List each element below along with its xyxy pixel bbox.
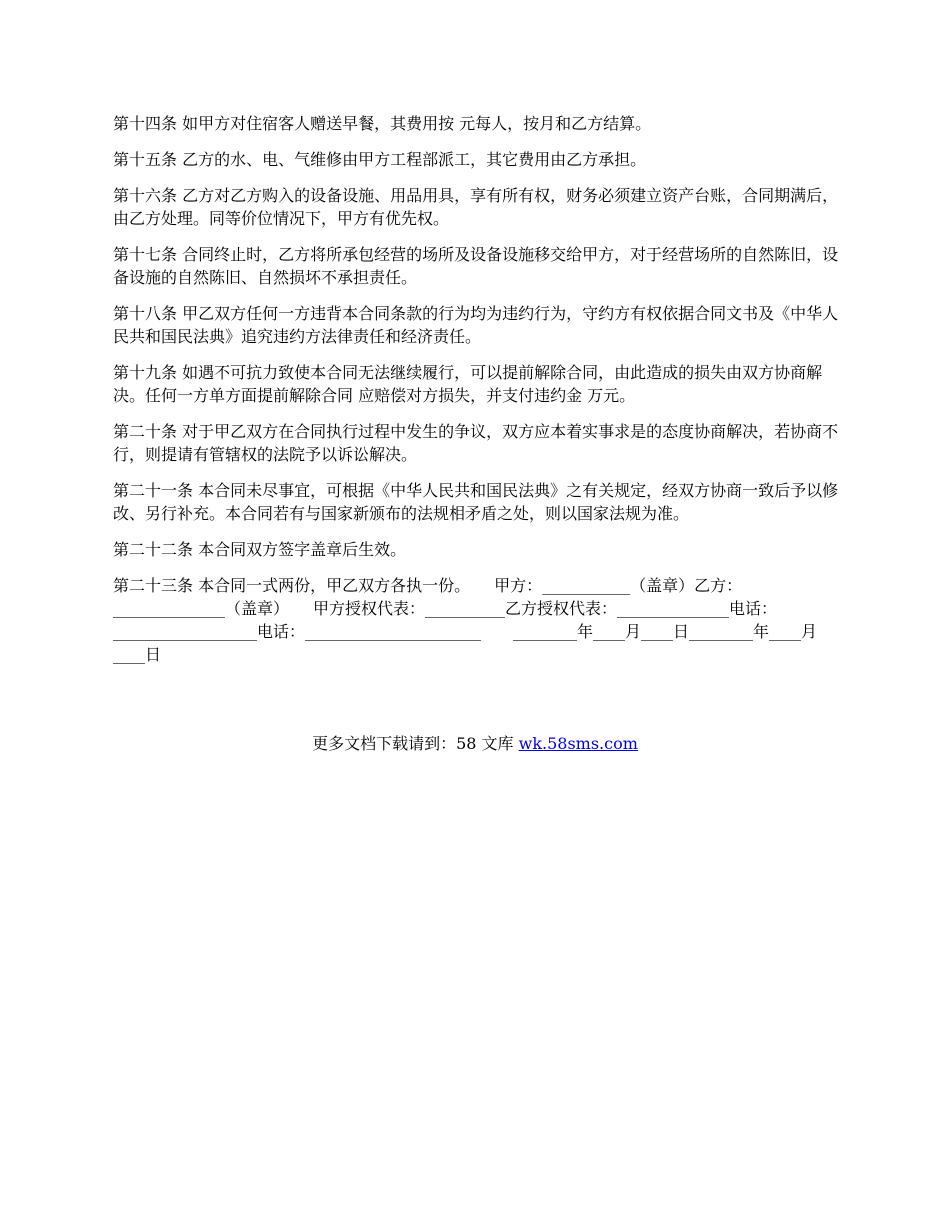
article-20: 第二十条 对于甲乙双方在合同执行过程中发生的争议，双方应本着实事求是的态度协商解决，若协商不行，则提请有管辖权的法院予以诉讼解决。 [113, 422, 839, 464]
article-17: 第十七条 合同终止时，乙方将所承包经营的场所及设备设施移交给甲方，对于经营场所的自然陈旧，设备设施的自然陈旧、自然损坏不承担责任。 [113, 245, 839, 287]
article-14: 第十四条 如甲方对住宿客人赠送早餐，其费用按 元每人，按月和乙方结算。 [113, 114, 652, 133]
article-16: 第十六条 乙方对乙方购入的设备设施、用品用具，享有所有权，财务必须建立资产台账，合同期满后，由乙方处理。同等价位情况下，甲方有优先权。 [113, 186, 839, 228]
article-18: 第十八条 甲乙双方任何一方违背本合同条款的行为均为违约行为，守约方有权依据合同文书及《中华人民共和国民法典》追究违约方法律责任和经济责任。 [113, 304, 839, 346]
article-21: 第二十一条 本合同未尽事宜，可根据《中华人民共和国民法典》之有关规定，经双方协商一致后予以修改、另行补充。本合同若有与国家新颁布的法规相矛盾之处，则以国家法规为准。 [113, 481, 839, 523]
article-22: 第二十二条 本合同双方签字盖章后生效。 [113, 540, 407, 559]
footer-prefix: 更多文档下载请到：58 文库 [312, 734, 519, 753]
article-23-signature-block: 第二十三条 本合同一式两份，甲乙双方各执一份。 甲方：___________（盖章）乙方：______________（盖章） 甲方授权代表：__________乙方授权代表：______________电话：__________________电话：______________________ ________年____月____日________年____月____日 [113, 576, 818, 664]
article-19: 第十九条 如遇不可抗力致使本合同无法继续履行，可以提前解除合同，由此造成的损失由双方协商解决。任何一方单方面提前解除合同 应赔偿对方损失，并支付违约金 万元。 [113, 363, 823, 405]
download-footer [0, 732, 950, 755]
document-body [113, 112, 841, 679]
footer-link[interactable]: wk.58sms.com [518, 734, 638, 753]
article-15: 第十五条 乙方的水、电、气维修由甲方工程部派工，其它费用由乙方承担。 [113, 150, 647, 169]
